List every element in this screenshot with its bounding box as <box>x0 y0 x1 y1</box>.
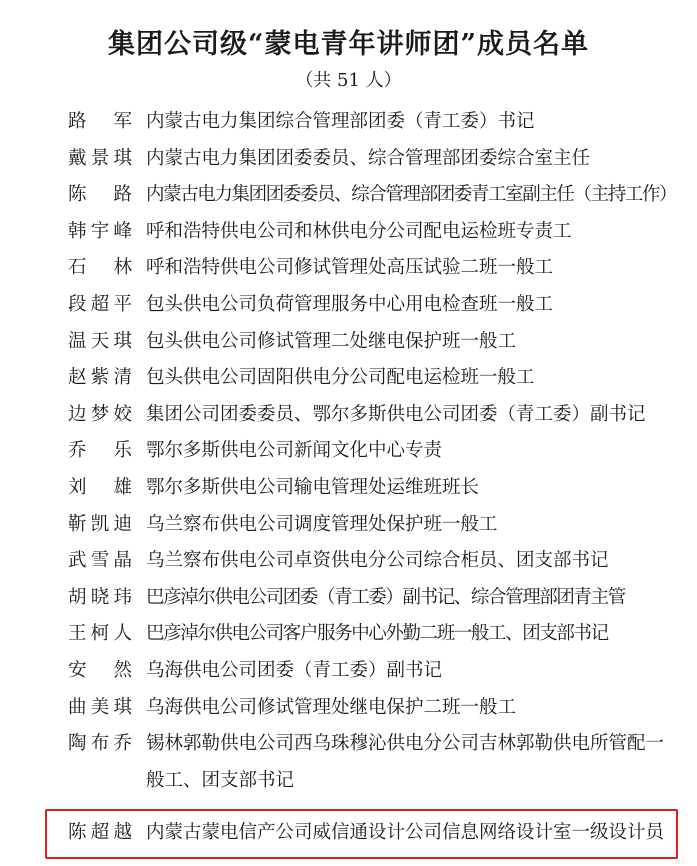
member-name: 陈 路 <box>68 184 132 206</box>
member-role: 乌兰察布供电公司卓资供电分公司综合柜员、团支部书记 <box>146 550 609 572</box>
member-row <box>68 250 678 287</box>
member-list <box>68 104 678 799</box>
member-role: 内蒙古电力集团团委委员、综合管理部团委青工室副主任（主持工作） <box>146 184 677 206</box>
member-role: 呼和浩特供电公司修试管理处高压试验二班一般工 <box>146 257 554 279</box>
member-role: 包头供电公司修试管理二处继电保护班一般工 <box>146 330 517 352</box>
document-subtitle: （共 51 人） <box>295 70 402 91</box>
member-row <box>68 815 678 852</box>
member-role: 集团公司团委委员、鄂尔多斯供电公司团委（青工委）副书记 <box>146 403 646 425</box>
member-role: 鄂尔多斯供电公司输电管理处运维班班长 <box>146 476 480 498</box>
member-row <box>68 104 678 141</box>
member-role: 包头供电公司负荷管理服务中心用电检查班一般工 <box>146 293 554 315</box>
member-row <box>68 397 678 434</box>
member-row <box>68 214 678 251</box>
member-role: 乌海供电公司修试管理处继电保护二班一般工 <box>146 696 517 718</box>
member-row <box>68 690 678 727</box>
member-role: 巴彦淖尔供电公司客户服务中心外勤二班一般工、团支部书记 <box>146 623 608 645</box>
document-title: 集团公司级“蒙电青年讲师团”成员名单 <box>107 29 590 60</box>
member-role: 内蒙古蒙电信产公司威信通设计公司信息网络设计室一级设计员 <box>146 822 665 843</box>
member-role: 包头供电公司固阳供电分公司配电运检班一般工 <box>146 367 535 389</box>
member-row <box>68 287 678 324</box>
member-name: 乔 乐 <box>68 440 132 462</box>
member-row <box>68 177 678 214</box>
member-role: 巴彦淖尔供电公司团委（青工委）副书记、综合管理部团青主管 <box>146 586 625 608</box>
member-name: 刘 雄 <box>68 476 132 498</box>
member-name: 段超平 <box>68 293 132 315</box>
member-row <box>68 470 678 507</box>
member-name: 石 林 <box>68 257 132 279</box>
member-name: 安 然 <box>68 659 132 681</box>
member-role: 锡林郭勒供电公司西乌珠穆沁供电分公司吉林郭勒供电所管配一般工、团支部书记 <box>146 733 665 791</box>
member-name: 边梦姣 <box>68 403 132 425</box>
member-row <box>68 616 678 653</box>
member-name: 王柯人 <box>68 623 132 645</box>
member-name: 陈超越 <box>68 822 132 843</box>
member-row <box>68 141 678 178</box>
member-row <box>68 433 678 470</box>
member-name: 戴景琪 <box>68 147 132 169</box>
member-name: 路 军 <box>68 111 132 132</box>
member-role: 乌兰察布供电公司调度管理处保护班一般工 <box>146 513 498 535</box>
member-name: 胡晓玮 <box>68 586 132 608</box>
member-name: 曲美琪 <box>68 696 132 718</box>
member-row <box>68 507 678 544</box>
member-role: 乌海供电公司团委（青工委）副书记 <box>146 659 443 681</box>
member-name: 温天琪 <box>68 330 132 352</box>
member-role: 呼和浩特供电公司和林供电分公司配电运检班专责工 <box>146 220 572 242</box>
member-name: 武雪晶 <box>68 550 132 572</box>
member-role: 鄂尔多斯供电公司新闻文化中心专责 <box>146 440 443 462</box>
member-row <box>68 726 678 799</box>
member-row <box>68 360 678 397</box>
member-name: 韩宇峰 <box>68 220 132 242</box>
member-role: 内蒙古电力集团团委委员、综合管理部团委综合室主任 <box>146 147 591 169</box>
member-row <box>68 324 678 361</box>
member-name: 陶布乔 <box>68 733 132 755</box>
member-row <box>68 580 678 617</box>
highlighted-member-row <box>68 815 678 852</box>
member-role: 内蒙古电力集团综合管理部团委（青工委）书记 <box>146 111 535 132</box>
member-row <box>68 653 678 690</box>
member-name: 靳凯迪 <box>68 513 132 535</box>
member-name: 赵紫清 <box>68 367 132 389</box>
member-row <box>68 543 678 580</box>
